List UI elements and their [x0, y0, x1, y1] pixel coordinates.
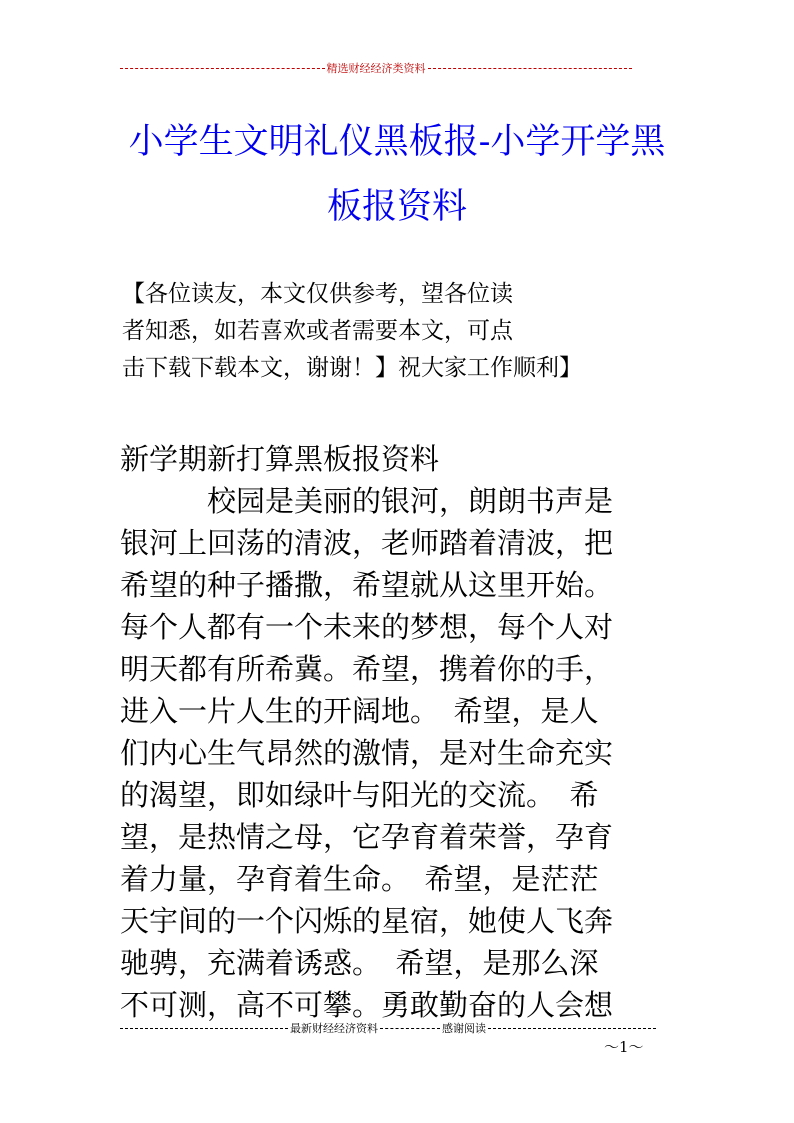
- article-heading: 新学期新打算黑板报资料: [120, 442, 440, 476]
- header-dash-right: [428, 68, 633, 69]
- header-text: 精选财经经济类资料: [326, 62, 426, 75]
- body-line: 进入一片人生的开阔地。 希望，是人: [120, 694, 599, 728]
- body-line: 们内心生气昂然的激情，是对生命充实: [120, 736, 614, 770]
- page-footer: [120, 1019, 656, 1037]
- body-line: 望，是热情之母，它孕育着荣誉，孕育: [120, 820, 614, 854]
- body-line: 明天都有所希冀。希望，携着你的手，: [120, 652, 614, 686]
- notice-line: 【各位读友，本文仅供参考，望各位读: [122, 281, 513, 307]
- footer-dash-middle: [380, 1028, 440, 1029]
- title-line-1: 小学生文明礼仪黑板报-小学开学黑: [128, 122, 666, 162]
- body-line: 驰骋，充满着诱惑。 希望，是那么深: [120, 946, 599, 980]
- page-header: [120, 58, 632, 78]
- body-line: 每个人都有一个未来的梦想，每个人对: [120, 610, 614, 644]
- body-line: 天宇间的一个闪烁的星宿，她使人飞奔: [120, 904, 614, 938]
- footer-left-text: 最新财经经济资料: [290, 1022, 378, 1035]
- footer-dash-right: [488, 1028, 656, 1029]
- footer-right-text: 感谢阅读: [442, 1022, 486, 1035]
- header-dash-left: [120, 68, 325, 69]
- page-number: ～1～: [604, 1038, 644, 1056]
- footer-dash-left: [120, 1028, 288, 1029]
- notice-line: 击下载下载本文，谢谢！】祝大家工作顺利】: [122, 355, 582, 381]
- body-line: 的渴望，即如绿叶与阳光的交流。 希: [120, 778, 599, 812]
- body-line: 银河上回荡的清波，老师踏着清波，把: [120, 526, 614, 560]
- body-line: 不可测，高不可攀。勇敢勤奋的人会想: [120, 988, 614, 1022]
- body-line: 希望的种子播撒，希望就从这里开始。: [120, 568, 614, 602]
- title-line-2: 板报资料: [326, 187, 467, 227]
- body-line: 校园是美丽的银河，朗朗书声是: [120, 484, 614, 518]
- reader-notice: [122, 276, 602, 387]
- article-body: [120, 438, 680, 1026]
- notice-line: 者知悉，如若喜欢或者需要本文，可点: [122, 318, 513, 344]
- document-title: [100, 110, 694, 240]
- body-line: 着力量，孕育着生命。 希望，是茫茫: [120, 862, 599, 896]
